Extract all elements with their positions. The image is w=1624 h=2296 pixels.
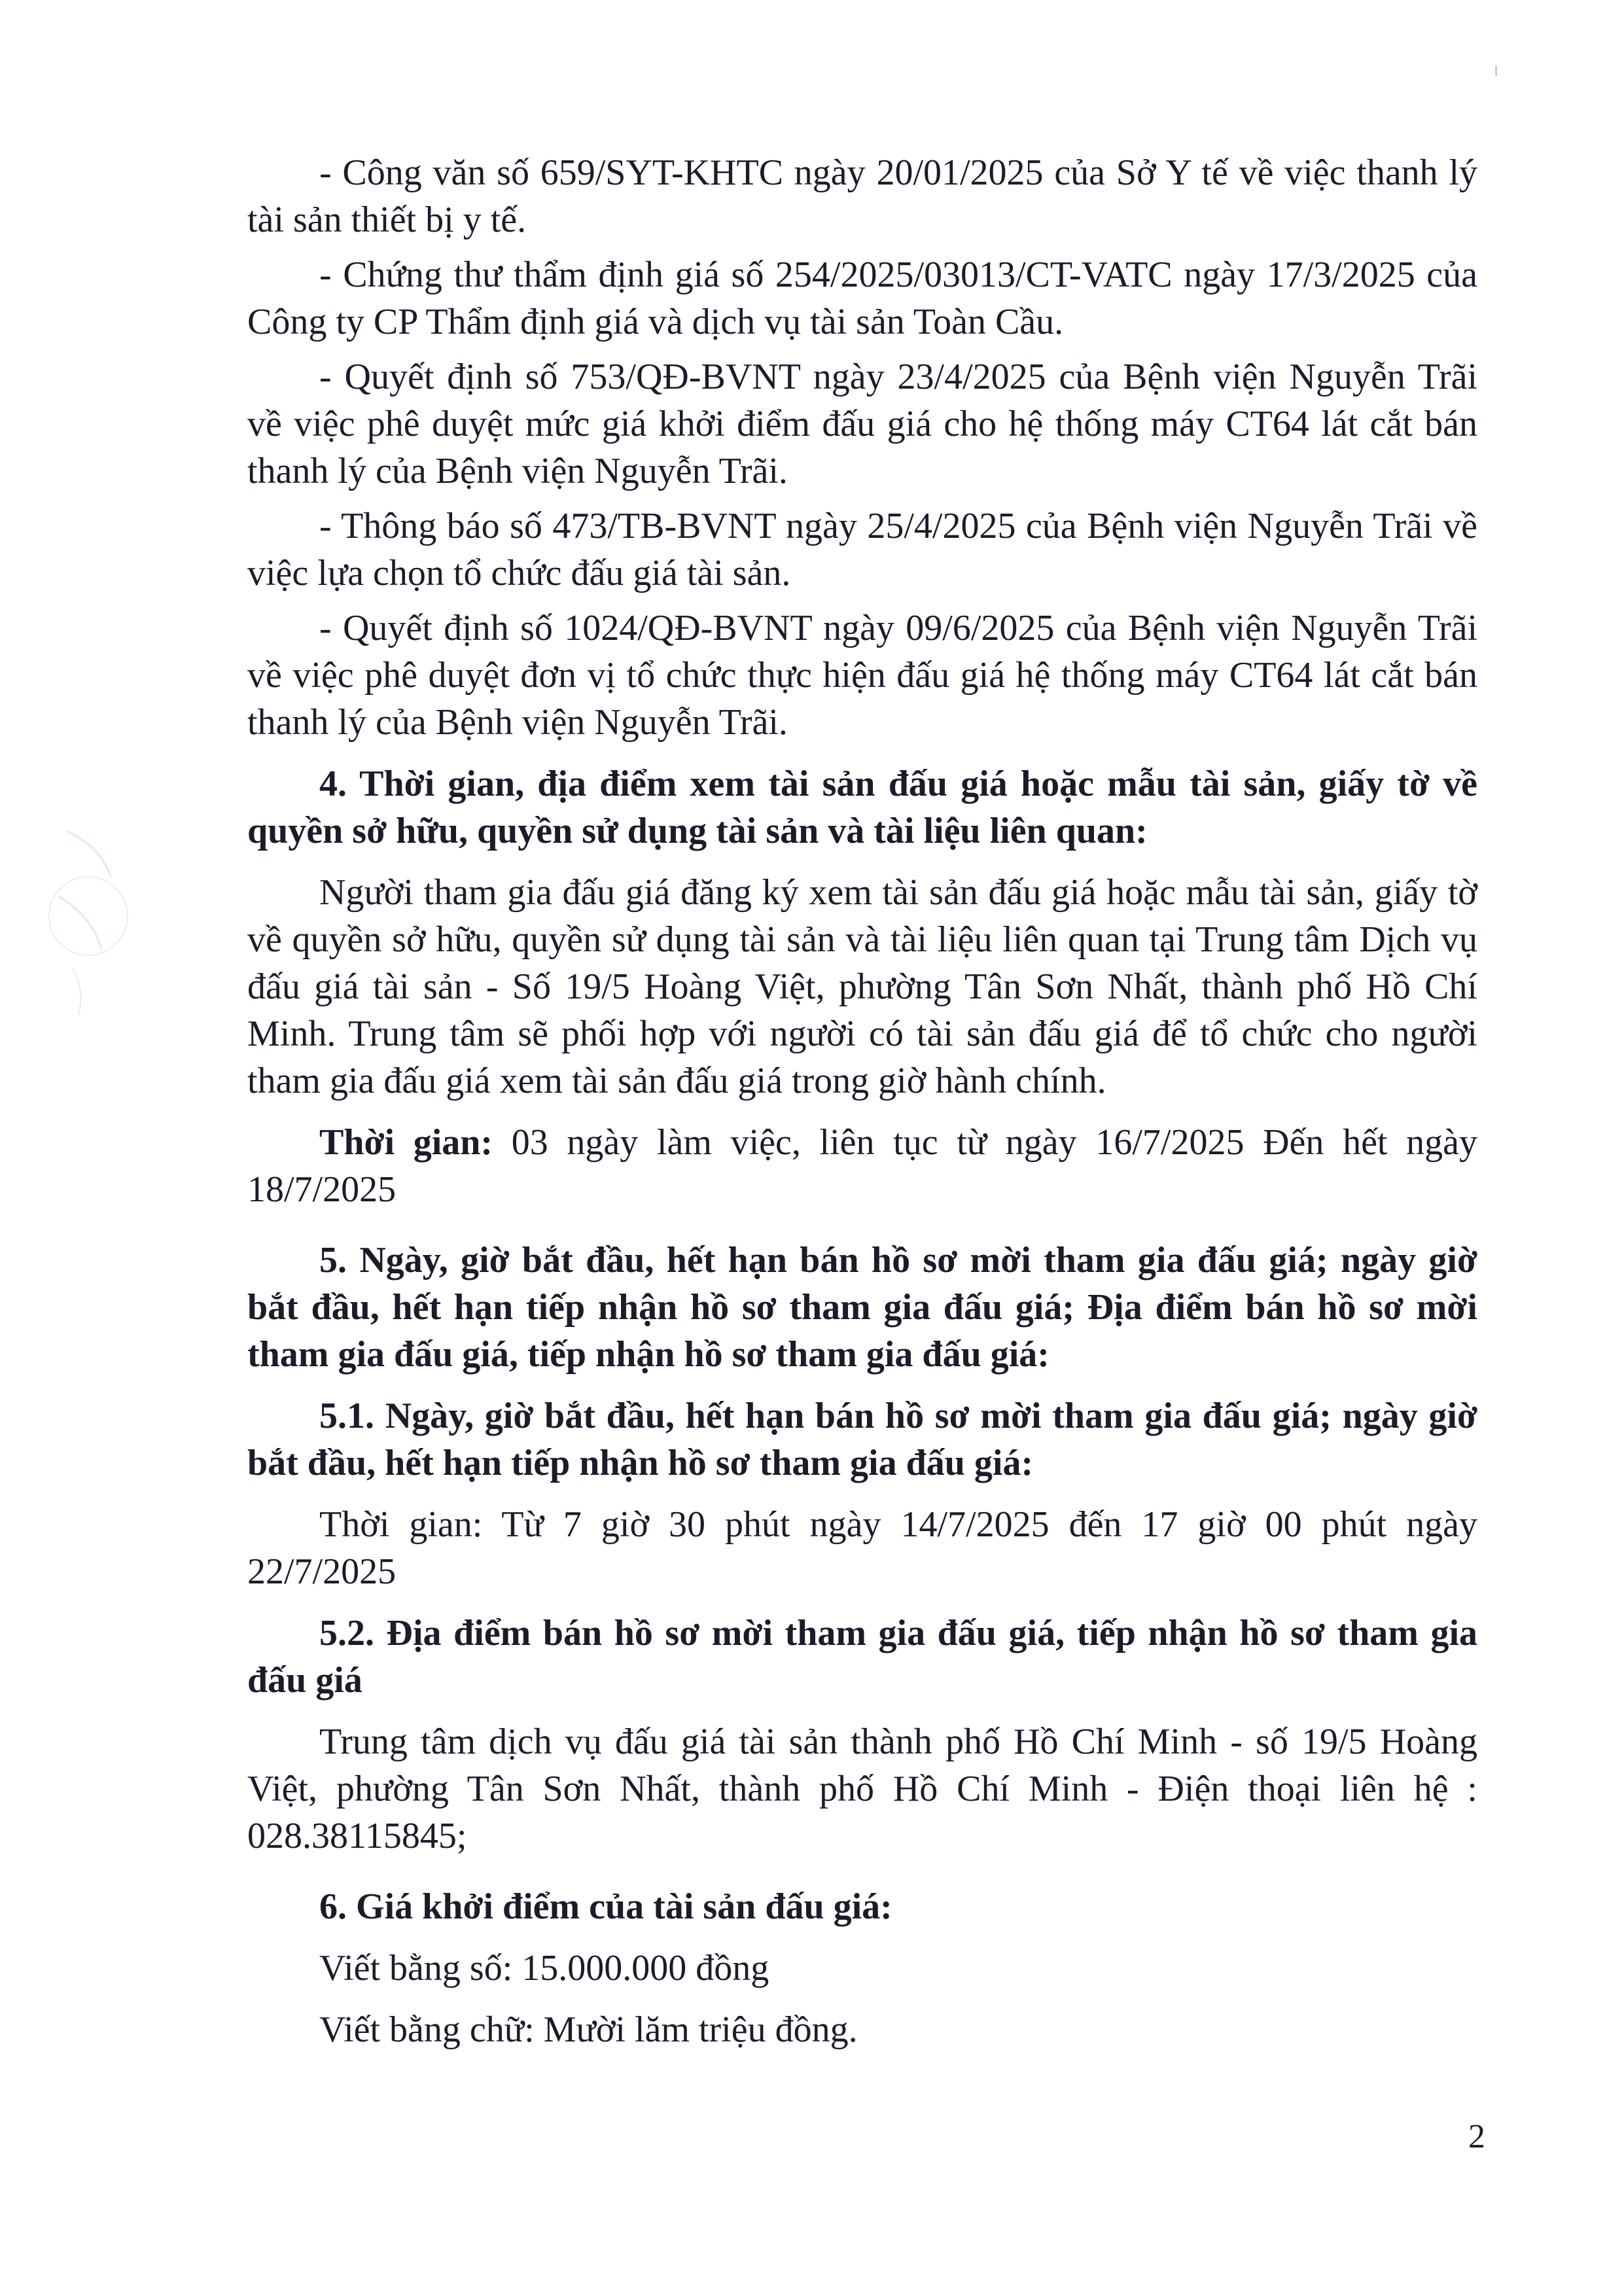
section-4-time (247, 1119, 1477, 1213)
section-5-1-body: Thời gian: Từ 7 giờ 30 phút ngày 14/7/2025 đến 17 giờ 00 phút ngày 22/7/2025 (247, 1504, 1477, 1592)
price-in-words: Viết bằng chữ: Mười lăm triệu đồng. (319, 2009, 858, 2050)
legal-basis-item: - Chứng thư thẩm định giá số 254/2025/03013/CT-VATC ngày 17/3/2025 của Công ty CP Thẩm định giá và dịch vụ tài sản Toàn Cầu. (247, 255, 1477, 342)
page-number: 2 (1468, 2118, 1485, 2155)
time-value: 03 ngày làm việc, liên tục từ ngày 16/7/2025 Đến hết ngày 18/7/2025 (247, 1122, 1478, 1210)
section-5-2-heading: 5.2. Địa điểm bán hồ sơ mời tham gia đấu giá, tiếp nhận hồ sơ tham gia đấu giá (247, 1613, 1477, 1701)
section-4-heading: 4. Thời gian, địa điểm xem tài sản đấu giá hoặc mẫu tài sản, giấy tờ về quyền sở hữu, quyền sử dụng tài sản và tài liệu liên quan: (247, 764, 1477, 851)
section-5-2-body: Trung tâm dịch vụ đấu giá tài sản thành phố Hồ Chí Minh - số 19/5 Hoàng Việt, phường Tân Sơn Nhất, thành phố Hồ Chí Minh - Điện thoại liên hệ : 028.38115845; (247, 1722, 1477, 1856)
section-5-heading: 5. Ngày, giờ bắt đầu, hết hạn bán hồ sơ mời tham gia đấu giá; ngày giờ bắt đầu, hết hạn tiếp nhận hồ sơ tham gia đấu giá; Địa điểm bán hồ sơ mời tham gia đấu giá, tiếp nhận hồ sơ tham gia đấu giá: (247, 1240, 1477, 1375)
scan-edge-mark (1495, 65, 1497, 76)
faded-stamp-icon (39, 818, 137, 1027)
legal-basis-item: - Thông báo số 473/TB-BVNT ngày 25/4/2025 của Bệnh viện Nguyễn Trãi về việc lựa chọn tổ chức đấu giá tài sản. (247, 506, 1477, 593)
document-body (247, 149, 1477, 2053)
section-5-1-heading: 5.1. Ngày, giờ bắt đầu, hết hạn bán hồ sơ mời tham gia đấu giá; ngày giờ bắt đầu, hết hạn tiếp nhận hồ sơ tham gia đấu giá: (247, 1396, 1477, 1483)
section-6-heading: 6. Giá khởi điểm của tài sản đấu giá: (319, 1886, 892, 1927)
legal-basis-item: - Quyết định số 753/QĐ-BVNT ngày 23/4/2025 của Bệnh viện Nguyễn Trãi về việc phê duyệt mức giá khởi điểm đấu giá cho hệ thống máy CT64 lát cắt bán thanh lý của Bệnh viện Nguyễn Trãi. (247, 357, 1477, 491)
time-label: Thời gian: (319, 1122, 493, 1163)
section-4-body: Người tham gia đấu giá đăng ký xem tài sản đấu giá hoặc mẫu tài sản, giấy tờ về quyền sở hữu, quyền sử dụng tài sản và tài liệu liên quan tại Trung tâm Dịch vụ đấu giá tài sản - Số 19/5 Hoàng Việt, phường Tân Sơn Nhất, thành phố Hồ Chí Minh. Trung tâm sẽ phối hợp với người có tài sản đấu giá để tổ chức cho người tham gia đấu giá xem tài sản đấu giá trong giờ hành chính. (247, 872, 1477, 1101)
legal-basis-item: - Quyết định số 1024/QĐ-BVNT ngày 09/6/2025 của Bệnh viện Nguyễn Trãi về việc phê duyệt đơn vị tổ chức thực hiện đấu giá hệ thống máy CT64 lát cắt bán thanh lý của Bệnh viện Nguyễn Trãi. (247, 608, 1477, 743)
legal-basis-item: - Công văn số 659/SYT-KHTC ngày 20/01/2025 của Sở Y tế về việc thanh lý tài sản thiết bị y tế. (247, 152, 1477, 240)
price-in-numbers: Viết bằng số: 15.000.000 đồng (319, 1948, 769, 1988)
